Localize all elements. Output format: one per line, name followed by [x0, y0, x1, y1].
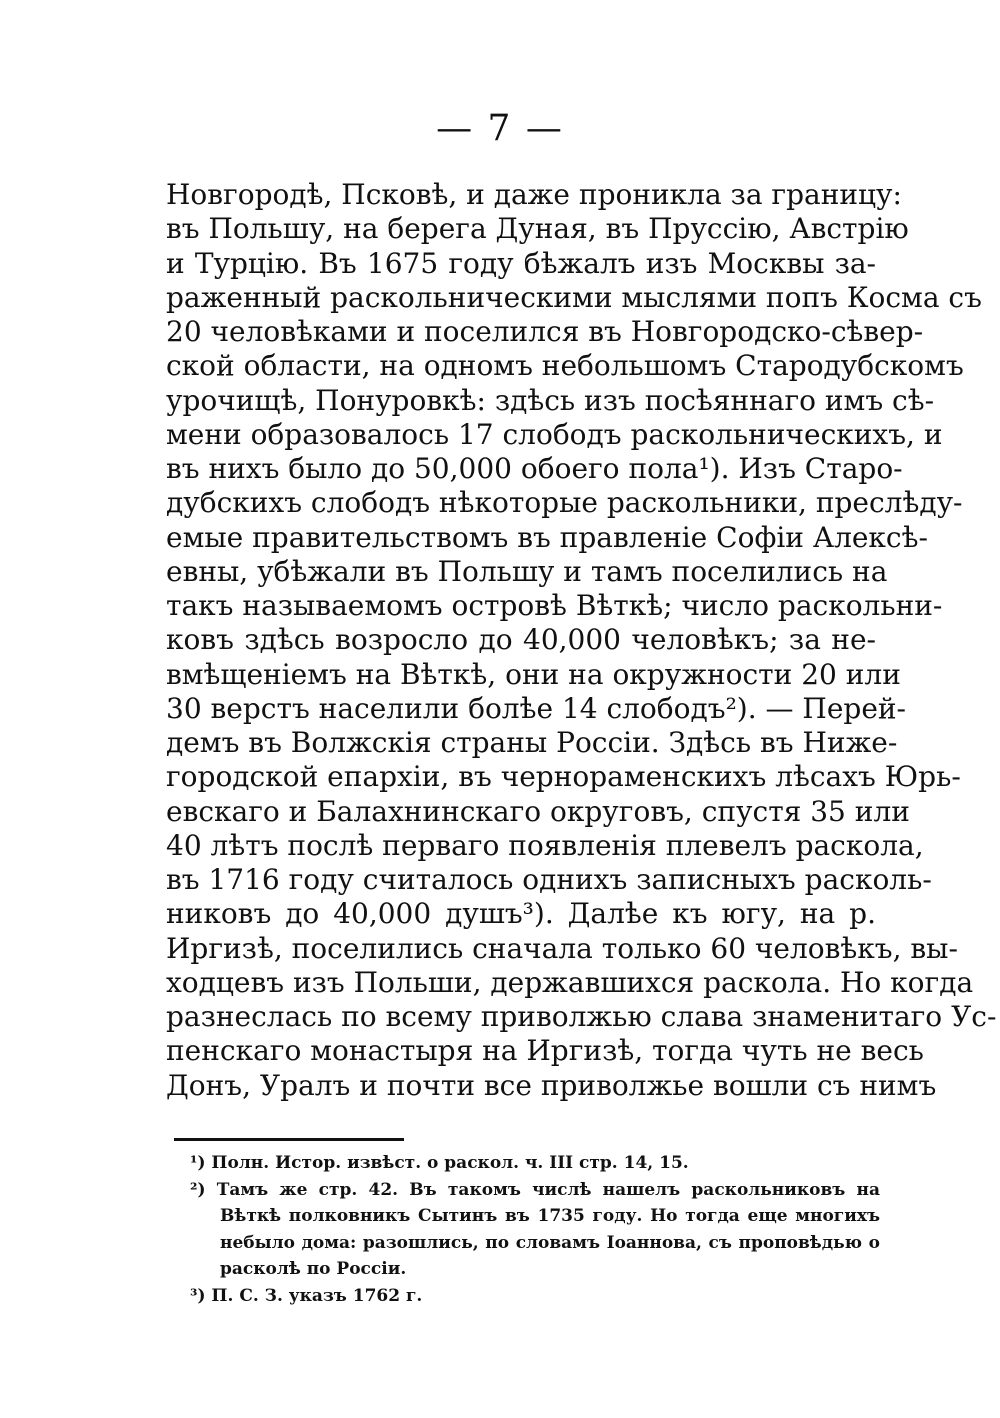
- text-line: въ 1716 году считалось однихъ записныхъ расколь-: [166, 863, 932, 896]
- footnote-line: [190, 1177, 880, 1204]
- text-line: евны, убѣжали въ Польшу и тамъ поселились на: [166, 554, 888, 588]
- text-line: евскаго и Балахнинскаго округовъ, спустя 35 или: [166, 794, 910, 828]
- text-line: 40 лѣтъ послѣ перваго появленія плевелъ раскола,: [166, 828, 924, 862]
- text-line: демъ въ Волжскія страны Россіи. Здѣсь въ Ниже-: [166, 726, 898, 759]
- footnote-divider: [174, 1138, 404, 1141]
- footnote-line: небыло дома: разошлись, по словамъ Іоаннова, съ проповѣдью о: [220, 1232, 880, 1253]
- footnote-line: Вѣткѣ полковникъ Сытинъ въ 1735 году. Но тогда еще многихъ: [220, 1206, 880, 1226]
- text-line: разнеслась по всему приволжью слава знаменитаго Ус-: [166, 1000, 997, 1033]
- text-line: раженный раскольническими мыслями попъ Косма съ: [166, 280, 982, 314]
- text-line: дубскихъ слободъ нѣкоторые раскольники, преслѣду-: [166, 486, 963, 520]
- footnote-marker: ²): [190, 1179, 206, 1200]
- text-line: 30 верстъ населили болѣе 14 слободъ²). — Перей-: [166, 691, 907, 725]
- footnote-text: П. С. З. указъ 1762 г.: [211, 1285, 423, 1306]
- text-line: въ Польшу, на берега Дуная, въ Пруссію, Австрію: [166, 212, 909, 246]
- footnote-text: Полн. Истор. извѣст. о раскол. ч. III стр. 14, 15.: [211, 1153, 689, 1173]
- text-line: Новгородѣ, Псковѣ, и даже проникла за границу:: [166, 178, 902, 211]
- footnote-2: [190, 1177, 880, 1283]
- text-line: ской области, на одномъ небольшомъ Стародубскомъ: [166, 349, 964, 383]
- text-line: пенскаго монастыря на Иргизѣ, тогда чуть не весь: [166, 1034, 924, 1068]
- text-line: вмѣщеніемъ на Вѣткѣ, они на окружности 20 или: [166, 657, 901, 691]
- text-line: ковъ здѣсь возросло до 40,000 человѣкъ; за не-: [166, 623, 876, 657]
- text-line: въ нихъ было до 50,000 обоего пола¹). Изъ Старо-: [166, 452, 903, 485]
- footnote-marker: ³): [190, 1285, 206, 1306]
- text-line: городской епархіи, въ чернораменскихъ лѣсахъ Юрь-: [166, 760, 961, 794]
- text-line: и Турцію. Въ 1675 году бѣжалъ изъ Москвы за-: [166, 246, 876, 280]
- text-line: никовъ до 40,000 душъ³). Далѣе къ югу, на р.: [166, 897, 876, 931]
- page-number: — 7 —: [436, 108, 564, 149]
- text-line: Донъ, Уралъ и почти все приволжье вошли съ нимъ: [166, 1068, 937, 1102]
- text-line: 20 человѣками и поселился въ Новгородско-сѣвер-: [166, 315, 924, 348]
- text-line: такъ называемомъ островѣ Вѣткѣ; число раскольни-: [166, 589, 943, 622]
- text-line: ходцевъ изъ Польши, державшихся раскола. Но когда: [166, 965, 974, 999]
- footnote-1: [190, 1150, 880, 1177]
- body-text: [166, 178, 997, 1103]
- footnote-line: расколѣ по Россіи.: [220, 1259, 407, 1279]
- text-line: емые правительствомъ въ правленіе Софіи Алексѣ-: [166, 520, 928, 554]
- footnote-line: [190, 1150, 880, 1177]
- text-line: мени образовалось 17 слободъ раскольническихъ, и: [166, 417, 943, 451]
- text-line: урочищѣ, Понуровкѣ: здѣсь изъ посѣяннаго имъ сѣ-: [166, 383, 935, 417]
- footnote-marker: ¹): [190, 1153, 206, 1173]
- footnotes: [190, 1150, 880, 1309]
- footnote-line: [190, 1283, 880, 1310]
- footnote-text: Тамъ же стр. 42. Въ такомъ числѣ нашелъ раскольниковъ на: [216, 1179, 881, 1200]
- text-line: Иргизѣ, поселились сначала только 60 человѣкъ, вы-: [166, 931, 958, 965]
- footnote-3: [190, 1283, 880, 1310]
